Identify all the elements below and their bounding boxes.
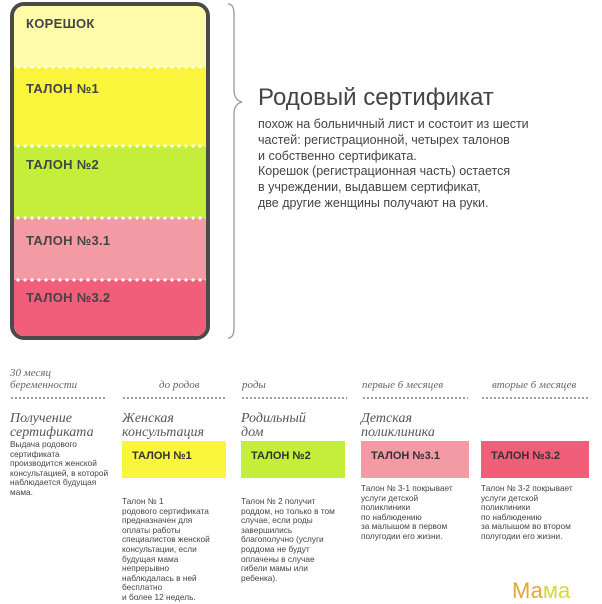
description-line: и собственно сертификата. [258, 148, 417, 163]
stage-title-line: Женская [122, 411, 174, 426]
coupon-2-label: ТАЛОН №2 [251, 450, 311, 462]
segment-stub [14, 6, 206, 67]
description-line: наблюдалась в ней [122, 572, 197, 583]
segment-coupon-1 [14, 67, 206, 146]
description-line: сертификата [10, 448, 60, 459]
description-line: мама. [10, 486, 33, 497]
segment-coupon-2 [14, 146, 206, 218]
description-line: по наблюдению [361, 511, 422, 522]
certificate-graphic [10, 2, 210, 340]
segment-coupon-2-label: ТАЛОН №2 [26, 157, 100, 172]
perforation [14, 216, 206, 220]
segment-stub-label: КОРЕШОК [26, 16, 95, 31]
description-line: оплачены в случае [241, 553, 315, 564]
brand-logo [512, 578, 570, 604]
coupon-1-label: ТАЛОН №1 [132, 450, 192, 462]
description-line: роддом, но только в том [241, 505, 335, 516]
description-line: случае, если роды [241, 515, 313, 526]
stage-title-line: Родильный [241, 411, 306, 426]
logo-text: Ма [512, 578, 543, 603]
description-line: полугодии его жизни. [481, 530, 563, 541]
coupon-3-1 [361, 441, 469, 478]
description-line: за малышом в первом [361, 521, 448, 532]
description-line: похож на больничный лист и состоит из шести [258, 117, 529, 131]
description-line: производится женской [10, 458, 97, 469]
timeline-segment [10, 397, 106, 399]
description-line: Талон № 3-1 покрывает [361, 483, 453, 493]
stage-title-childrens-clinic [361, 412, 435, 440]
description-line: бесплатно [122, 582, 163, 593]
description-line: роддома не будут [241, 543, 310, 554]
stage-description-coupon-1 [122, 497, 210, 603]
stage-description-receiving [10, 440, 108, 498]
segment-coupon-3-1-label: ТАЛОН №3.1 [26, 233, 111, 248]
logo-text: ма [542, 578, 571, 603]
timeline-label-before-birth: до родов [159, 379, 200, 391]
coupon-3-1-label: ТАЛОН №3.1 [371, 450, 440, 462]
segment-coupon-3-2 [14, 280, 206, 340]
description [258, 117, 578, 212]
stage-description-coupon-3-2 [481, 484, 573, 542]
description-line: частей: регистрационной, четырех талонов [258, 132, 510, 147]
stage-title-line: дом [241, 425, 264, 440]
stage-title-maternity-hospital [241, 412, 306, 440]
page-title: Родовый сертификат [258, 84, 494, 111]
stage-title-line: консультация [122, 425, 204, 440]
coupon-2 [241, 441, 345, 478]
description-line: специалистов женской [122, 534, 210, 545]
stage-title-line: сертификата [10, 425, 94, 440]
stage-description-coupon-3-1 [361, 484, 453, 542]
description-line: ребенка). [241, 572, 278, 583]
description-line: родового сертификата [122, 505, 209, 516]
description-line: будущая мама [122, 553, 179, 564]
description-line: две другие женщины получают на руки. [258, 195, 489, 210]
timeline-label-second-6-months: вторые 6 месяцев [492, 379, 577, 391]
coupon-1 [122, 441, 226, 478]
description-line: услуги детской [361, 492, 419, 503]
segment-coupon-3-1 [14, 218, 206, 280]
description-line: Талон № 1 [122, 496, 164, 506]
perforation [14, 65, 206, 69]
curly-brace [226, 2, 246, 340]
description-line: за малышом во втором [481, 521, 571, 532]
coupon-3-2 [481, 441, 589, 478]
stage-title-receiving [10, 412, 94, 440]
perforation [14, 144, 206, 148]
description-line: Талон № 2 получит [241, 496, 316, 506]
perforation [14, 278, 206, 282]
description-line: завершились [241, 524, 293, 535]
segment-coupon-3-2-label: ТАЛОН №3.2 [26, 290, 111, 305]
description-line: в учреждении, выдавшем сертификат, [258, 180, 481, 195]
stage-title-womens-clinic [122, 412, 204, 440]
description-line: услуги детской [481, 492, 539, 503]
description-line: оплаты работы [122, 524, 181, 535]
description-line: консультацией, в которой [10, 467, 109, 478]
stage-description-coupon-2 [241, 497, 335, 583]
description-line: по наблюдению [481, 511, 542, 522]
coupon-3-2-label: ТАЛОН №3.2 [491, 450, 560, 462]
description-line: наблюдается будущая [10, 477, 97, 488]
description-line: гибели мамы или [241, 563, 308, 574]
description-line: благополучно (услуги [241, 534, 324, 545]
description-line: консультации, если [122, 543, 197, 554]
description-line: поликлиники [481, 502, 531, 513]
timeline-segment [122, 397, 226, 399]
stage-title-line: Получение [10, 411, 72, 426]
description-line: поликлиники [361, 502, 411, 513]
timeline-label-month: 30 месяц [10, 367, 52, 379]
segment-coupon-1-label: ТАЛОН №1 [26, 81, 100, 96]
description-line: полугодии его жизни. [361, 530, 443, 541]
timeline-segment [481, 397, 589, 399]
stage-title-line: поликлиника [361, 425, 435, 440]
description-line: Выдача родового [10, 439, 77, 449]
timeline-label-birth: роды [242, 379, 266, 391]
description-line: Корешок (регистрационная часть) остается [258, 164, 511, 179]
timeline-segment [362, 397, 468, 399]
stage-title-line: Детская [361, 411, 412, 426]
description-line: предназначен для [122, 515, 193, 526]
timeline-segment [241, 397, 347, 399]
timeline-label-pregnancy: беременности [10, 379, 78, 391]
description-line: непрерывно [122, 563, 170, 574]
description-line: и более 12 недель. [122, 591, 196, 602]
timeline-label-first-6-months: первые 6 месяцев [362, 379, 444, 391]
description-line: Талон № 3-2 покрывает [481, 483, 573, 493]
